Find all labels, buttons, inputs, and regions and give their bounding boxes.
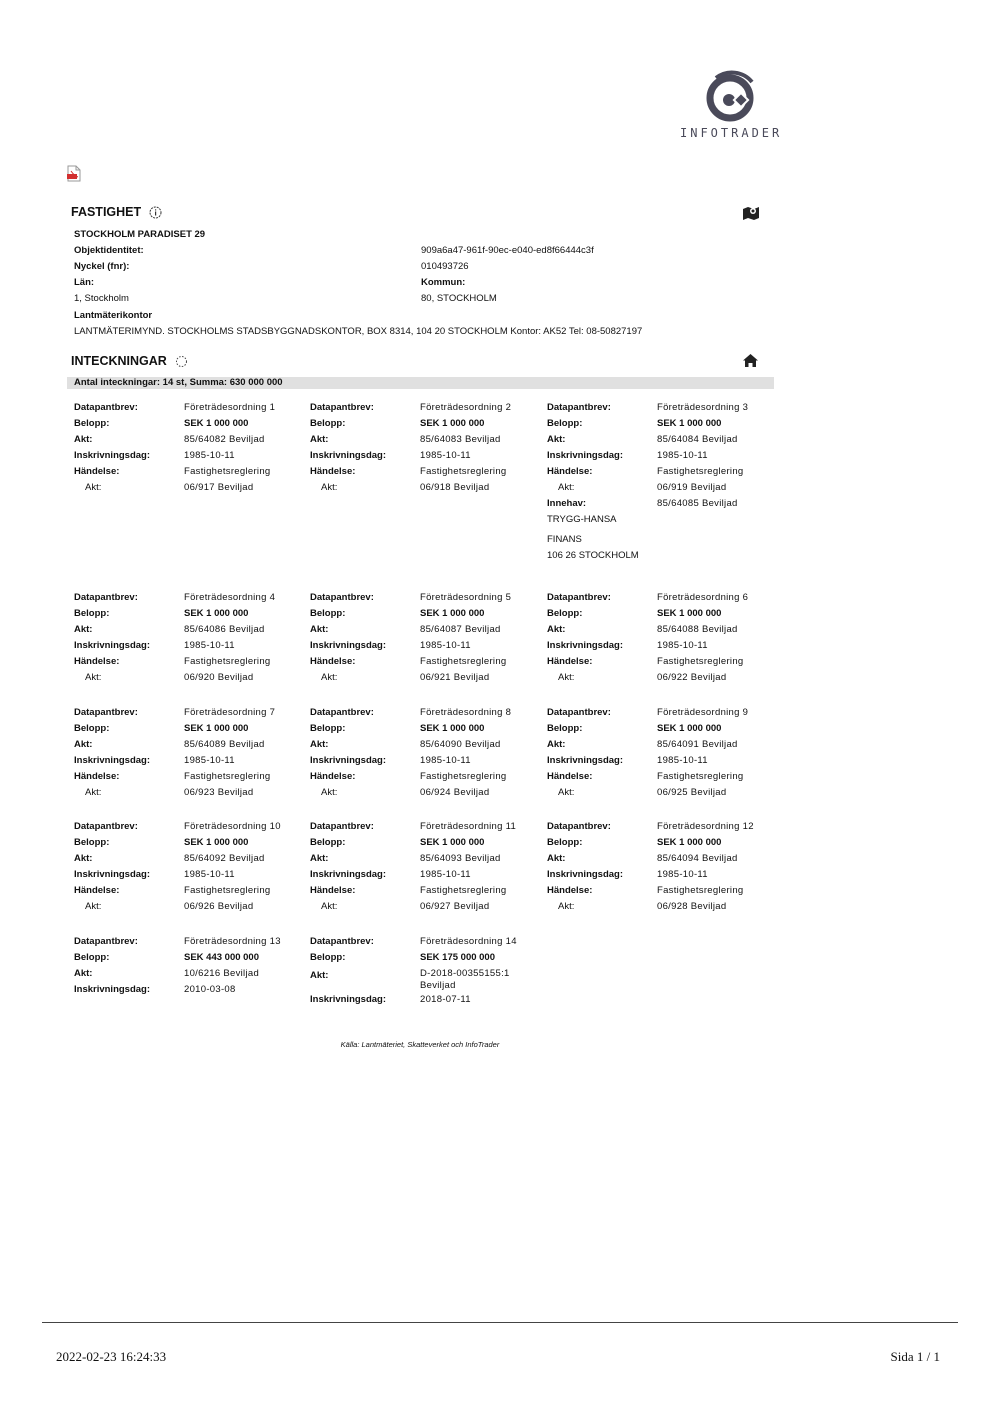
mortgage-field-value: 85/64094 Beviljad: [657, 853, 738, 864]
mortgage-field-label: Belopp:: [310, 952, 346, 963]
mortgage-field-label: Belopp:: [310, 608, 346, 619]
mortgage-row: [74, 638, 304, 654]
mortgage-field-label: Inskrivningsdag:: [547, 869, 624, 880]
mortgage-field-label: Inskrivningsdag:: [310, 640, 387, 651]
mortgage-field-value: 85/64084 Beviljad: [657, 434, 738, 445]
mortgage-field-value: 1985-10-11: [420, 869, 471, 880]
mortgage-field-label: Datapantbrev:: [310, 402, 374, 413]
mortgage-field-label: Inskrivningsdag:: [547, 450, 624, 461]
mortgage-row: [310, 654, 540, 670]
mortgage-row: [310, 785, 540, 801]
mortgage-row: [74, 606, 304, 622]
mortgage-holder: [547, 512, 777, 564]
mortgage-row: [547, 769, 777, 785]
mortgage-field-label: Akt:: [558, 482, 575, 493]
mortgage-entry: [74, 934, 304, 998]
mortgage-row: [547, 851, 777, 867]
mortgage-row: [310, 835, 540, 851]
mortgage-field-label: Händelse:: [310, 466, 356, 477]
mortgage-row: [547, 480, 777, 496]
mortgage-field-value: 06/927 Beviljad: [420, 901, 490, 912]
property-section-header: [71, 205, 162, 219]
mortgage-row: [547, 590, 777, 606]
holder-line: TRYGG-HANSA: [547, 514, 617, 525]
mortgage-row: [74, 448, 304, 464]
mortgage-field-value: 85/64087 Beviljad: [420, 624, 501, 635]
home-icon[interactable]: [742, 353, 759, 373]
mortgage-row: [74, 851, 304, 867]
mortgage-row: [74, 899, 304, 915]
mortgage-field-label: Belopp:: [547, 837, 583, 848]
mortgage-summary-bar: Antal inteckningar: 14 st, Summa: 630 000 000: [67, 377, 774, 389]
mortgage-field-label: Akt:: [74, 624, 93, 635]
mortgage-field-value: 2010-03-08: [184, 984, 236, 995]
mortgage-field-label: Akt:: [321, 672, 338, 683]
mortgage-field-label: Händelse:: [74, 466, 120, 477]
mortgage-field-value: 06/918 Beviljad: [420, 482, 490, 493]
mortgage-field-label: Akt:: [310, 739, 329, 750]
kommun-value: 80, STOCKHOLM: [421, 293, 497, 304]
mortgage-field-label: Belopp:: [547, 608, 583, 619]
holder-line: FINANS: [547, 534, 582, 545]
mortgage-field-label: Inskrivningsdag:: [547, 755, 624, 766]
mortgage-field-label: Datapantbrev:: [547, 402, 611, 413]
mortgage-field-label: Händelse:: [74, 885, 120, 896]
mortgage-field-value: Företrädesordning 10: [184, 821, 281, 832]
mortgage-row: [74, 480, 304, 496]
mortgage-field-value: SEK 1 000 000: [657, 837, 722, 848]
mortgage-field-value: 1985-10-11: [184, 450, 235, 461]
pdf-icon[interactable]: [66, 165, 82, 187]
mortgage-field-value: 85/64092 Beviljad: [184, 853, 265, 864]
mortgage-entry: [74, 400, 304, 496]
mortgage-field-value: 06/917 Beviljad: [184, 482, 254, 493]
loading-icon: [175, 355, 188, 368]
mortgage-row: [74, 950, 304, 966]
mortgage-field-label: Inskrivningsdag:: [74, 755, 151, 766]
mortgage-field-value: Företrädesordning 3: [657, 402, 749, 413]
mortgage-field-value: 1985-10-11: [420, 640, 471, 651]
mortgage-field-value: Fastighetsreglering: [184, 885, 271, 896]
mortgage-entry: [547, 590, 777, 686]
office-value: LANTMÄTERIMYND. STOCKHOLMS STADSBYGGNADSKONTOR, BOX 8314, 104 20 STOCKHOLM Kontor: AK52 Tel: 08-50827197: [74, 326, 643, 337]
mortgage-row: [310, 753, 540, 769]
mortgage-field-label: Belopp:: [547, 723, 583, 734]
mortgage-entry: [547, 819, 777, 915]
mortgage-field-value: Fastighetsreglering: [420, 466, 507, 477]
mortgage-row: [547, 737, 777, 753]
mortgage-field-value: SEK 1 000 000: [657, 723, 722, 734]
mortgage-field-label: Innehav:: [547, 498, 587, 509]
mortgage-row: [310, 638, 540, 654]
mortgage-field-label: Inskrivningsdag:: [547, 640, 624, 651]
footer-timestamp: 2022-02-23 16:24:33: [56, 1349, 167, 1364]
mortgage-row: [310, 622, 540, 638]
mortgage-field-value: Fastighetsreglering: [657, 466, 744, 477]
mortgage-row: [547, 883, 777, 899]
mortgage-field-value: 85/64091 Beviljad: [657, 739, 738, 750]
mortgage-field-label: Akt:: [321, 482, 338, 493]
mortgage-field-value: 85/64093 Beviljad: [420, 853, 501, 864]
key-value: 010493726: [421, 261, 469, 272]
mortgage-field-value: 06/926 Beviljad: [184, 901, 254, 912]
mortgage-row: [310, 851, 540, 867]
mortgage-field-label: Belopp:: [547, 418, 583, 429]
mortgage-field-value: 1985-10-11: [184, 869, 235, 880]
mortgage-row: [547, 785, 777, 801]
mortgage-row: [74, 769, 304, 785]
mortgage-row: [547, 867, 777, 883]
mortgage-field-value: Företrädesordning 2: [420, 402, 512, 413]
mortgage-field-label: Datapantbrev:: [74, 821, 138, 832]
mortgage-row: [74, 416, 304, 432]
mortgage-row: [310, 992, 540, 1008]
mortgage-row: [74, 785, 304, 801]
mortgage-field-label: Datapantbrev:: [310, 707, 374, 718]
mortgage-row: [547, 400, 777, 416]
source-note: Källa: Lantmäteriet, Skatteverket och InfoTrader: [340, 1040, 500, 1049]
mortgage-field-value: 1985-10-11: [657, 450, 708, 461]
lan-value: 1, Stockholm: [74, 293, 129, 304]
mortgage-row: [547, 416, 777, 432]
mortgage-row: [74, 705, 304, 721]
mortgage-field-label: Händelse:: [547, 466, 593, 477]
mortgage-field-value: 06/919 Beviljad: [657, 482, 727, 493]
mortgage-field-value: 06/922 Beviljad: [657, 672, 727, 683]
mortgage-field-label: Akt:: [310, 434, 329, 445]
mortgage-field-label: Händelse:: [310, 885, 356, 896]
mortgage-field-value: SEK 1 000 000: [184, 723, 249, 734]
mortgage-field-label: Datapantbrev:: [547, 707, 611, 718]
mortgage-row: [74, 982, 304, 998]
mortgage-field-label: Akt:: [85, 901, 102, 912]
mortgage-field-value: Företrädesordning 7: [184, 707, 276, 718]
mortgage-row: [74, 654, 304, 670]
mortgage-field-label: Belopp:: [310, 418, 346, 429]
mortgage-field-label: Akt:: [74, 968, 93, 979]
mortgage-field-value: 10/6216 Beviljad: [184, 968, 260, 979]
mortgage-row: [74, 819, 304, 835]
kommun-label: Kommun:: [421, 277, 466, 288]
mortgage-row: [310, 899, 540, 915]
mortgage-row: [310, 769, 540, 785]
key-label: Nyckel (fnr):: [74, 261, 130, 272]
mortgage-row: [74, 622, 304, 638]
mortgage-field-value: Fastighetsreglering: [657, 885, 744, 896]
mortgage-field-value: 06/925 Beviljad: [657, 787, 727, 798]
mortgage-field-value: SEK 1 000 000: [184, 837, 249, 848]
mortgage-field-label: Belopp:: [74, 723, 110, 734]
mortgage-field-label: Inskrivningsdag:: [310, 755, 387, 766]
mortgage-field-value: Fastighetsreglering: [184, 771, 271, 782]
object-id-value: 909a6a47-961f-90ec-e040-ed8f66444c3f: [421, 245, 594, 256]
mortgage-entry: [547, 400, 777, 564]
mortgage-field-value: Företrädesordning 9: [657, 707, 749, 718]
mortgage-field-value: D-2018-00355155:1 Beviljad: [420, 968, 510, 991]
brand-name: INFOTRADER: [680, 126, 783, 140]
mortgage-field-value: SEK 1 000 000: [657, 418, 722, 429]
mortgage-field-label: Inskrivningsdag:: [74, 640, 151, 651]
mortgage-row: [74, 721, 304, 737]
mortgage-field-value: 2018-07-11: [420, 994, 471, 1005]
mortgage-field-label: Datapantbrev:: [74, 707, 138, 718]
mortgage-field-label: Datapantbrev:: [310, 936, 374, 947]
mortgage-field-label: Belopp:: [310, 837, 346, 848]
mortgage-field-value: 1985-10-11: [184, 640, 235, 651]
mortgage-field-value: Företrädesordning 8: [420, 707, 512, 718]
holder-line: 106 26 STOCKHOLM: [547, 550, 639, 561]
map-icon[interactable]: [742, 205, 760, 225]
mortgage-field-value: SEK 443 000 000: [184, 952, 260, 963]
mortgage-row: [310, 670, 540, 686]
mortgage-row: [310, 737, 540, 753]
mortgage-row: [310, 966, 540, 992]
mortgage-field-value: Fastighetsreglering: [184, 656, 271, 667]
mortgages-section-header: [71, 354, 188, 368]
mortgage-row: [74, 400, 304, 416]
mortgage-row: [310, 705, 540, 721]
mortgage-field-label: Akt:: [558, 672, 575, 683]
mortgage-row: [310, 819, 540, 835]
mortgage-field-label: Akt:: [310, 970, 329, 981]
mortgage-field-label: Akt:: [310, 853, 329, 864]
mortgage-field-value: 85/64083 Beviljad: [420, 434, 501, 445]
mortgage-field-label: Akt:: [558, 787, 575, 798]
mortgage-entry: [310, 705, 540, 801]
mortgage-field-label: Akt:: [310, 624, 329, 635]
mortgage-row: [547, 638, 777, 654]
mortgage-field-label: Inskrivningsdag:: [310, 869, 387, 880]
mortgage-row: [74, 934, 304, 950]
mortgage-field-label: Inskrivningsdag:: [310, 450, 387, 461]
mortgage-row: [310, 883, 540, 899]
mortgage-row: [547, 819, 777, 835]
mortgage-field-label: Akt:: [85, 672, 102, 683]
mortgage-row: [310, 606, 540, 622]
mortgage-field-value: Företrädesordning 12: [657, 821, 754, 832]
object-id-label: Objektidentitet:: [74, 245, 144, 256]
mortgage-row: [547, 448, 777, 464]
mortgage-field-label: Händelse:: [74, 656, 120, 667]
mortgage-entry: [310, 400, 540, 496]
mortgage-field-value: Företrädesordning 11: [420, 821, 517, 832]
mortgage-field-value: 85/64089 Beviljad: [184, 739, 265, 750]
mortgage-field-value: 1985-10-11: [657, 755, 708, 766]
mortgage-field-label: Belopp:: [310, 723, 346, 734]
mortgage-field-label: Händelse:: [310, 656, 356, 667]
mortgage-field-label: Akt:: [547, 739, 566, 750]
mortgage-field-label: Akt:: [85, 482, 102, 493]
mortgage-row: [74, 966, 304, 982]
footer-page-number: Sida 1 / 1: [890, 1349, 940, 1364]
mortgage-row: [547, 753, 777, 769]
mortgage-field-value: SEK 1 000 000: [420, 837, 485, 848]
mortgage-row: [547, 432, 777, 448]
mortgage-row: [310, 464, 540, 480]
mortgage-row: [547, 705, 777, 721]
mortgage-row: [547, 654, 777, 670]
property-section-title: FASTIGHET: [71, 205, 142, 219]
mortgage-row: [74, 670, 304, 686]
mortgage-field-label: Akt:: [321, 787, 338, 798]
mortgage-entry: [310, 934, 540, 1008]
mortgage-field-value: Företrädesordning 5: [420, 592, 512, 603]
mortgage-field-label: Akt:: [321, 901, 338, 912]
mortgage-field-label: Inskrivningsdag:: [74, 869, 151, 880]
mortgage-field-label: Akt:: [547, 624, 566, 635]
mortgage-row: [547, 606, 777, 622]
mortgage-field-label: Datapantbrev:: [310, 592, 374, 603]
mortgage-field-label: Akt:: [558, 901, 575, 912]
mortgage-field-value: Fastighetsreglering: [657, 656, 744, 667]
mortgage-entry: [547, 705, 777, 801]
office-label: Lantmäterikontor: [74, 310, 153, 321]
mortgage-field-label: Inskrivningsdag:: [74, 984, 151, 995]
mortgage-field-value: 1985-10-11: [657, 869, 708, 880]
mortgage-row: [310, 480, 540, 496]
mortgage-entry: [310, 819, 540, 915]
mortgage-row: [74, 590, 304, 606]
mortgage-row: [310, 721, 540, 737]
mortgage-row: [310, 400, 540, 416]
mortgage-row: [310, 867, 540, 883]
mortgage-field-value: SEK 175 000 000: [420, 952, 496, 963]
infotrader-logo-icon: [702, 68, 758, 122]
mortgage-row: [547, 835, 777, 851]
mortgage-entry: [310, 590, 540, 686]
mortgage-field-label: Belopp:: [74, 608, 110, 619]
mortgage-field-label: Händelse:: [74, 771, 120, 782]
mortgage-entry: [74, 590, 304, 686]
mortgage-entry: [74, 705, 304, 801]
mortgage-field-value: 1985-10-11: [657, 640, 708, 651]
info-icon[interactable]: [149, 206, 162, 219]
mortgage-field-value: 1985-10-11: [420, 450, 471, 461]
footer-divider: [42, 1322, 958, 1323]
mortgage-field-label: Datapantbrev:: [310, 821, 374, 832]
mortgage-row: [74, 867, 304, 883]
mortgage-field-label: Händelse:: [547, 656, 593, 667]
mortgage-field-value: Fastighetsreglering: [657, 771, 744, 782]
mortgage-field-value: 85/64090 Beviljad: [420, 739, 501, 750]
mortgage-row: [74, 883, 304, 899]
mortgage-field-label: Händelse:: [547, 771, 593, 782]
mortgage-field-label: Belopp:: [74, 418, 110, 429]
mortgage-field-label: Inskrivningsdag:: [310, 994, 387, 1005]
mortgage-field-label: Inskrivningsdag:: [74, 450, 151, 461]
mortgage-field-value: Fastighetsreglering: [420, 656, 507, 667]
mortgage-field-value: Företrädesordning 4: [184, 592, 276, 603]
property-name: STOCKHOLM PARADISET 29: [74, 229, 206, 240]
mortgage-field-value: SEK 1 000 000: [657, 608, 722, 619]
lan-label: Län:: [74, 277, 95, 288]
mortgage-row: [74, 464, 304, 480]
mortgage-row: [547, 899, 777, 915]
mortgage-field-value: 06/920 Beviljad: [184, 672, 254, 683]
mortgage-field-value: 85/64082 Beviljad: [184, 434, 265, 445]
mortgage-field-value: SEK 1 000 000: [420, 418, 485, 429]
mortgage-row: [310, 448, 540, 464]
mortgage-field-value: SEK 1 000 000: [420, 608, 485, 619]
mortgage-field-value: 1985-10-11: [184, 755, 235, 766]
mortgage-field-label: Datapantbrev:: [547, 592, 611, 603]
mortgage-field-value: Företrädesordning 1: [184, 402, 276, 413]
mortgage-field-label: Belopp:: [74, 952, 110, 963]
mortgage-field-label: Akt:: [74, 853, 93, 864]
mortgage-field-value: SEK 1 000 000: [184, 418, 249, 429]
mortgage-field-label: Datapantbrev:: [74, 402, 138, 413]
mortgage-field-value: Fastighetsreglering: [420, 885, 507, 896]
mortgage-field-value: Fastighetsreglering: [184, 466, 271, 477]
mortgage-field-label: Händelse:: [547, 885, 593, 896]
mortgage-row: [310, 934, 540, 950]
mortgage-field-value: Fastighetsreglering: [420, 771, 507, 782]
mortgage-field-value: 06/921 Beviljad: [420, 672, 490, 683]
mortgage-row: [547, 622, 777, 638]
mortgage-field-label: Akt:: [74, 739, 93, 750]
mortgage-row: [547, 464, 777, 480]
mortgage-field-label: Datapantbrev:: [74, 936, 138, 947]
mortgage-row: [310, 950, 540, 966]
mortgage-field-label: Belopp:: [74, 837, 110, 848]
mortgage-field-value: 85/64086 Beviljad: [184, 624, 265, 635]
mortgages-section-title: INTECKNINGAR: [71, 354, 167, 368]
mortgage-field-value: Företrädesordning 6: [657, 592, 749, 603]
mortgage-field-value: 85/64088 Beviljad: [657, 624, 738, 635]
mortgage-row: [310, 590, 540, 606]
mortgage-field-label: Datapantbrev:: [547, 821, 611, 832]
mortgage-field-label: Datapantbrev:: [74, 592, 138, 603]
mortgage-row: [547, 496, 777, 512]
mortgage-field-value: Företrädesordning 13: [184, 936, 281, 947]
mortgage-field-value: 06/924 Beviljad: [420, 787, 490, 798]
mortgage-entry: [74, 819, 304, 915]
mortgage-field-value: 85/64085 Beviljad: [657, 498, 738, 509]
mortgage-field-value: Företrädesordning 14: [420, 936, 517, 947]
mortgage-row: [310, 432, 540, 448]
mortgage-row: [74, 737, 304, 753]
mortgage-field-value: SEK 1 000 000: [420, 723, 485, 734]
mortgage-field-value: 06/923 Beviljad: [184, 787, 254, 798]
mortgage-field-label: Akt:: [547, 853, 566, 864]
mortgage-field-value: SEK 1 000 000: [184, 608, 249, 619]
mortgage-field-label: Akt:: [547, 434, 566, 445]
mortgage-field-value: 06/928 Beviljad: [657, 901, 727, 912]
mortgage-row: [310, 416, 540, 432]
mortgage-row: [547, 721, 777, 737]
mortgage-field-label: Akt:: [85, 787, 102, 798]
mortgage-field-value: 1985-10-11: [420, 755, 471, 766]
mortgage-row: [547, 670, 777, 686]
mortgage-row: [74, 835, 304, 851]
mortgage-row: [74, 753, 304, 769]
infotrader-logo: [680, 68, 783, 152]
mortgage-field-label: Akt:: [74, 434, 93, 445]
mortgage-row: [74, 432, 304, 448]
mortgage-field-label: Händelse:: [310, 771, 356, 782]
